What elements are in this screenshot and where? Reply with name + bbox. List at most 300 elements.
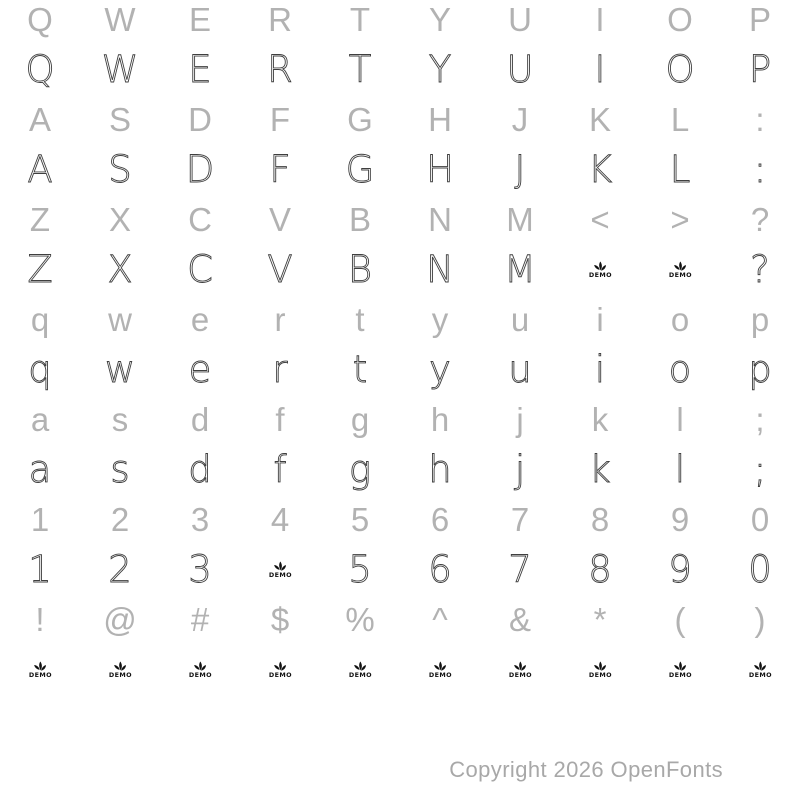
reference-character: q (30, 300, 50, 338)
demo-character: 8 (588, 547, 612, 591)
demo-character: 2 (108, 547, 132, 591)
glyph-cell-reference (160, 494, 240, 544)
reference-character: 4 (270, 500, 290, 538)
glyph-cell-reference (160, 0, 240, 44)
demo-watermark-label: DEMO (108, 670, 132, 678)
demo-watermark-label: DEMO (28, 670, 52, 678)
glyph-cell-reference (640, 294, 720, 344)
glyph-cell-reference (240, 94, 320, 144)
demo-character: 1 (28, 547, 52, 591)
demo-character: X (107, 247, 133, 291)
glyph-cell-demo (320, 544, 400, 594)
glyph-cell-demo (80, 144, 160, 194)
demo-character: R (267, 47, 293, 91)
demo-watermark-glyph (186, 661, 215, 680)
glyph-cell-reference (80, 94, 160, 144)
glyph-cell-demo (400, 44, 480, 94)
glyph-cell-demo (480, 344, 560, 394)
glyph-cell-reference (240, 494, 320, 544)
glyph-cell-reference (560, 494, 640, 544)
demo-character: B (347, 247, 373, 291)
demo-watermark-glyph (586, 261, 615, 280)
reference-character: p (750, 300, 770, 338)
demo-character: ; (753, 447, 767, 491)
reference-character: o (670, 300, 690, 338)
glyph-cell-demo (720, 444, 800, 494)
reference-character: W (104, 0, 136, 38)
demo-character: H (426, 147, 454, 191)
glyph-cell-reference (640, 194, 720, 244)
glyph-cell-reference (0, 194, 80, 244)
glyph-cell-demo (400, 544, 480, 594)
glyph-cell-reference (320, 294, 400, 344)
glyph-cell-demo (160, 144, 240, 194)
glyph-cell-demo-watermark (640, 644, 720, 694)
glyph-cell-demo (640, 144, 720, 194)
glyph-cell-demo (80, 244, 160, 294)
demo-character: I (594, 47, 606, 91)
reference-character: % (345, 600, 375, 638)
demo-character: h (428, 447, 452, 491)
fleuron-icon (191, 661, 209, 672)
glyph-cell-demo (400, 244, 480, 294)
glyph-row-5-reference (0, 194, 800, 244)
demo-watermark-label: DEMO (588, 670, 612, 678)
demo-watermark-glyph (106, 661, 135, 680)
reference-character: l (676, 400, 684, 438)
reference-character: 5 (350, 500, 370, 538)
demo-watermark-label: DEMO (668, 270, 692, 278)
demo-character: q (28, 347, 52, 391)
demo-character: w (104, 347, 136, 391)
glyph-cell-reference (80, 194, 160, 244)
fleuron-icon (511, 661, 529, 672)
glyph-cell-demo (400, 444, 480, 494)
demo-character: 5 (348, 547, 372, 591)
glyph-cell-reference (320, 594, 400, 644)
demo-character: a (28, 447, 52, 491)
demo-character: 7 (508, 547, 532, 591)
glyph-cell-demo (480, 144, 560, 194)
demo-character: K (587, 147, 613, 191)
glyph-cell-demo (640, 44, 720, 94)
reference-character: s (111, 400, 129, 438)
demo-character: L (669, 147, 691, 191)
glyph-cell-demo (720, 544, 800, 594)
glyph-cell-reference (0, 294, 80, 344)
demo-watermark-label: DEMO (428, 670, 452, 678)
reference-character: P (748, 0, 771, 38)
reference-character: H (428, 100, 452, 138)
glyph-cell-reference (480, 294, 560, 344)
reference-character: T (349, 0, 371, 38)
glyph-cell-reference (480, 194, 560, 244)
glyph-cell-reference (480, 94, 560, 144)
glyph-cell-demo-watermark (0, 644, 80, 694)
demo-character: Q (25, 47, 55, 91)
glyph-cell-reference (640, 594, 720, 644)
glyph-cell-demo (640, 544, 720, 594)
reference-character: ! (35, 600, 45, 638)
glyph-cell-reference (320, 394, 400, 444)
glyph-cell-reference (480, 594, 560, 644)
reference-character: N (428, 200, 452, 238)
glyph-cell-reference (560, 394, 640, 444)
reference-character: w (108, 300, 132, 338)
copyright-text: Copyright 2026 OpenFonts (449, 757, 723, 782)
reference-character: d (190, 400, 210, 438)
glyph-cell-demo (240, 344, 320, 394)
reference-character: ? (750, 200, 770, 238)
demo-character: u (508, 347, 532, 391)
glyph-cell-reference (80, 294, 160, 344)
glyph-cell-demo (80, 44, 160, 94)
demo-watermark-label: DEMO (668, 670, 692, 678)
glyph-cell-reference (640, 94, 720, 144)
demo-character: e (188, 347, 212, 391)
glyph-cell-demo (560, 44, 640, 94)
demo-character: 0 (748, 547, 772, 591)
fleuron-icon (351, 661, 369, 672)
demo-watermark-label: DEMO (588, 270, 612, 278)
reference-character: L (670, 100, 690, 138)
glyph-cell-demo (320, 244, 400, 294)
demo-watermark-label: DEMO (508, 670, 532, 678)
reference-character: K (588, 100, 611, 138)
glyph-cell-demo (240, 444, 320, 494)
glyph-cell-demo (720, 144, 800, 194)
glyph-cell-demo (640, 344, 720, 394)
demo-character: 6 (428, 547, 452, 591)
glyph-cell-reference (640, 394, 720, 444)
fleuron-icon (271, 661, 289, 672)
glyph-cell-reference (0, 94, 80, 144)
reference-character: C (188, 200, 212, 238)
reference-character: 1 (30, 500, 50, 538)
glyph-cell-demo-watermark (560, 644, 640, 694)
demo-character: o (668, 347, 692, 391)
glyph-cell-reference (160, 194, 240, 244)
demo-character: i (594, 347, 606, 391)
glyph-cell-demo (720, 344, 800, 394)
reference-character: & (508, 600, 531, 638)
glyph-cell-demo (160, 344, 240, 394)
fleuron-icon (671, 661, 689, 672)
reference-character: S (108, 100, 131, 138)
reference-character: $ (270, 600, 290, 638)
glyph-cell-demo-watermark (240, 644, 320, 694)
demo-character: ? (750, 247, 770, 291)
glyph-row-13-reference (0, 594, 800, 644)
glyph-cell-demo (0, 144, 80, 194)
glyph-cell-reference (320, 94, 400, 144)
demo-watermark-glyph (266, 561, 295, 580)
glyph-cell-reference (80, 394, 160, 444)
reference-character: G (347, 100, 373, 138)
glyph-cell-demo (0, 244, 80, 294)
reference-character: ^ (432, 600, 448, 638)
glyph-cell-demo (480, 44, 560, 94)
glyph-cell-reference (480, 0, 560, 44)
glyph-cell-demo-watermark (80, 644, 160, 694)
demo-watermark-label: DEMO (348, 670, 372, 678)
glyph-cell-demo (480, 244, 560, 294)
demo-watermark-glyph (346, 661, 375, 680)
reference-character: A (28, 100, 51, 138)
glyph-cell-demo-watermark (480, 644, 560, 694)
demo-character: Y (428, 47, 452, 91)
glyph-cell-reference (80, 594, 160, 644)
glyph-cell-demo (0, 344, 80, 394)
demo-character: 9 (668, 547, 692, 591)
fleuron-icon (31, 661, 49, 672)
glyph-cell-reference (400, 594, 480, 644)
glyph-cell-reference (0, 0, 80, 44)
demo-watermark-glyph (666, 661, 695, 680)
demo-character: M (504, 247, 536, 291)
reference-character: 2 (110, 500, 130, 538)
reference-character: i (596, 300, 604, 338)
reference-character: U (508, 0, 532, 38)
reference-character: I (595, 0, 605, 38)
demo-character: t (352, 347, 368, 391)
demo-character: : (753, 147, 767, 191)
glyph-cell-demo (160, 544, 240, 594)
demo-character: T (348, 47, 372, 91)
glyph-cell-reference (720, 194, 800, 244)
demo-character: D (185, 147, 215, 191)
glyph-cell-reference (640, 0, 720, 44)
demo-character: g (348, 447, 372, 491)
reference-character: O (667, 0, 693, 38)
demo-character: A (27, 147, 53, 191)
reference-character: 8 (590, 500, 610, 538)
glyph-cell-demo (80, 344, 160, 394)
glyph-cell-demo (480, 444, 560, 494)
glyph-cell-reference (320, 494, 400, 544)
fleuron-icon (271, 561, 289, 572)
glyph-cell-reference (80, 494, 160, 544)
demo-character: F (269, 147, 291, 191)
glyph-cell-reference (320, 194, 400, 244)
glyph-row-9-reference (0, 394, 800, 444)
reference-character: # (190, 600, 210, 638)
reference-character: f (275, 400, 285, 438)
glyph-cell-reference (720, 394, 800, 444)
glyph-cell-demo (80, 544, 160, 594)
demo-character: G (345, 147, 375, 191)
glyph-cell-demo-watermark (560, 244, 640, 294)
demo-watermark-label: DEMO (268, 670, 292, 678)
reference-character: j (516, 400, 524, 438)
glyph-cell-reference (560, 594, 640, 644)
reference-character: u (510, 300, 530, 338)
glyph-cell-demo (560, 544, 640, 594)
glyph-row-7-reference (0, 294, 800, 344)
demo-watermark-glyph (746, 661, 775, 680)
reference-character: 6 (430, 500, 450, 538)
reference-character: 0 (750, 500, 770, 538)
glyph-cell-reference (720, 0, 800, 44)
demo-character: C (187, 247, 213, 291)
glyph-row-14-demo (0, 644, 800, 694)
glyph-cell-reference (720, 294, 800, 344)
glyph-cell-demo-watermark (320, 644, 400, 694)
demo-watermark-glyph (26, 661, 55, 680)
glyph-cell-reference (240, 294, 320, 344)
reference-character: 3 (190, 500, 210, 538)
reference-character: M (506, 200, 534, 238)
fleuron-icon (431, 661, 449, 672)
glyph-cell-demo (160, 44, 240, 94)
glyph-cell-reference (480, 394, 560, 444)
glyph-cell-reference (560, 0, 640, 44)
glyph-cell-reference (400, 194, 480, 244)
glyph-cell-demo (240, 244, 320, 294)
demo-watermark-glyph (506, 661, 535, 680)
glyph-row-8-demo (0, 344, 800, 394)
reference-character: 9 (670, 500, 690, 538)
glyph-cell-demo-watermark (400, 644, 480, 694)
demo-character: V (267, 247, 293, 291)
glyph-cell-demo (160, 244, 240, 294)
reference-character: ) (754, 600, 766, 638)
glyph-cell-reference (400, 0, 480, 44)
demo-watermark-glyph (426, 661, 455, 680)
glyph-cell-demo (80, 444, 160, 494)
glyph-cell-reference (240, 594, 320, 644)
reference-character: Q (27, 0, 53, 38)
glyph-cell-reference (160, 94, 240, 144)
glyph-cell-demo (320, 344, 400, 394)
demo-character: k (589, 447, 611, 491)
glyph-cell-demo (160, 444, 240, 494)
reference-character: R (268, 0, 292, 38)
glyph-cell-demo (320, 144, 400, 194)
glyph-cell-demo-watermark (160, 644, 240, 694)
demo-character: l (674, 447, 686, 491)
reference-character: D (188, 100, 212, 138)
demo-watermark-glyph (586, 661, 615, 680)
demo-character: r (272, 347, 288, 391)
glyph-cell-demo-watermark (640, 244, 720, 294)
reference-character: r (274, 300, 286, 338)
glyph-cell-reference (640, 494, 720, 544)
reference-character: > (670, 200, 690, 238)
glyph-cell-demo (320, 444, 400, 494)
glyph-cell-demo (0, 544, 80, 594)
fleuron-icon (751, 661, 769, 672)
reference-character: Y (428, 0, 451, 38)
glyph-cell-demo (0, 44, 80, 94)
demo-watermark-label: DEMO (748, 670, 772, 678)
glyph-cell-reference (80, 0, 160, 44)
glyph-cell-reference (400, 394, 480, 444)
glyph-row-12-demo (0, 544, 800, 594)
glyph-cell-reference (240, 394, 320, 444)
glyph-cell-reference (720, 494, 800, 544)
demo-character: J (514, 147, 526, 191)
demo-character: 3 (188, 547, 212, 591)
glyph-cell-reference (480, 494, 560, 544)
demo-watermark-label: DEMO (268, 570, 292, 578)
glyph-cell-demo (400, 144, 480, 194)
demo-character: f (273, 447, 287, 491)
glyph-cell-reference (560, 294, 640, 344)
glyph-cell-reference (0, 594, 80, 644)
demo-character: W (101, 47, 139, 91)
demo-character: d (188, 447, 212, 491)
reference-character: Z (29, 200, 51, 238)
glyph-cell-demo (640, 444, 720, 494)
glyph-cell-demo (720, 44, 800, 94)
glyph-cell-demo (0, 444, 80, 494)
glyph-cell-reference (240, 194, 320, 244)
demo-character: U (506, 47, 534, 91)
demo-watermark-glyph (266, 661, 295, 680)
glyph-cell-demo-watermark (720, 644, 800, 694)
demo-character: P (748, 47, 772, 91)
demo-character: s (110, 447, 130, 491)
glyph-cell-reference (0, 394, 80, 444)
reference-character: * (593, 600, 607, 638)
glyph-cell-demo (480, 544, 560, 594)
reference-character: F (269, 100, 291, 138)
reference-character: : (755, 100, 765, 138)
glyph-cell-demo-watermark (240, 544, 320, 594)
glyph-cell-reference (400, 294, 480, 344)
reference-character: g (350, 400, 370, 438)
reference-character: B (348, 200, 371, 238)
demo-character: y (429, 347, 451, 391)
glyph-row-10-demo (0, 444, 800, 494)
demo-character: N (426, 247, 454, 291)
glyph-cell-reference (160, 394, 240, 444)
reference-character: y (431, 300, 449, 338)
demo-character: E (188, 47, 212, 91)
demo-watermark-glyph (666, 261, 695, 280)
glyph-row-2-demo (0, 44, 800, 94)
glyph-cell-reference (0, 494, 80, 544)
glyph-row-3-reference (0, 94, 800, 144)
demo-character: p (748, 347, 772, 391)
glyph-cell-demo (240, 144, 320, 194)
reference-character: e (190, 300, 210, 338)
glyph-cell-demo (560, 444, 640, 494)
demo-character: Z (27, 247, 53, 291)
glyph-cell-reference (720, 594, 800, 644)
glyph-cell-demo (400, 344, 480, 394)
reference-character: X (108, 200, 131, 238)
reference-character: E (188, 0, 211, 38)
reference-character: ( (674, 600, 686, 638)
reference-character: < (590, 200, 610, 238)
glyph-cell-reference (720, 94, 800, 144)
glyph-row-1-reference (0, 0, 800, 44)
glyph-cell-reference (560, 194, 640, 244)
reference-character: a (30, 400, 50, 438)
demo-character: j (514, 447, 526, 491)
glyph-row-11-reference (0, 494, 800, 544)
fleuron-icon (591, 661, 609, 672)
glyph-cell-reference (240, 0, 320, 44)
glyph-row-4-demo (0, 144, 800, 194)
fleuron-icon (671, 261, 689, 272)
glyph-cell-demo (560, 344, 640, 394)
demo-character: O (665, 47, 695, 91)
reference-character: @ (103, 600, 137, 638)
demo-watermark-label: DEMO (188, 670, 212, 678)
